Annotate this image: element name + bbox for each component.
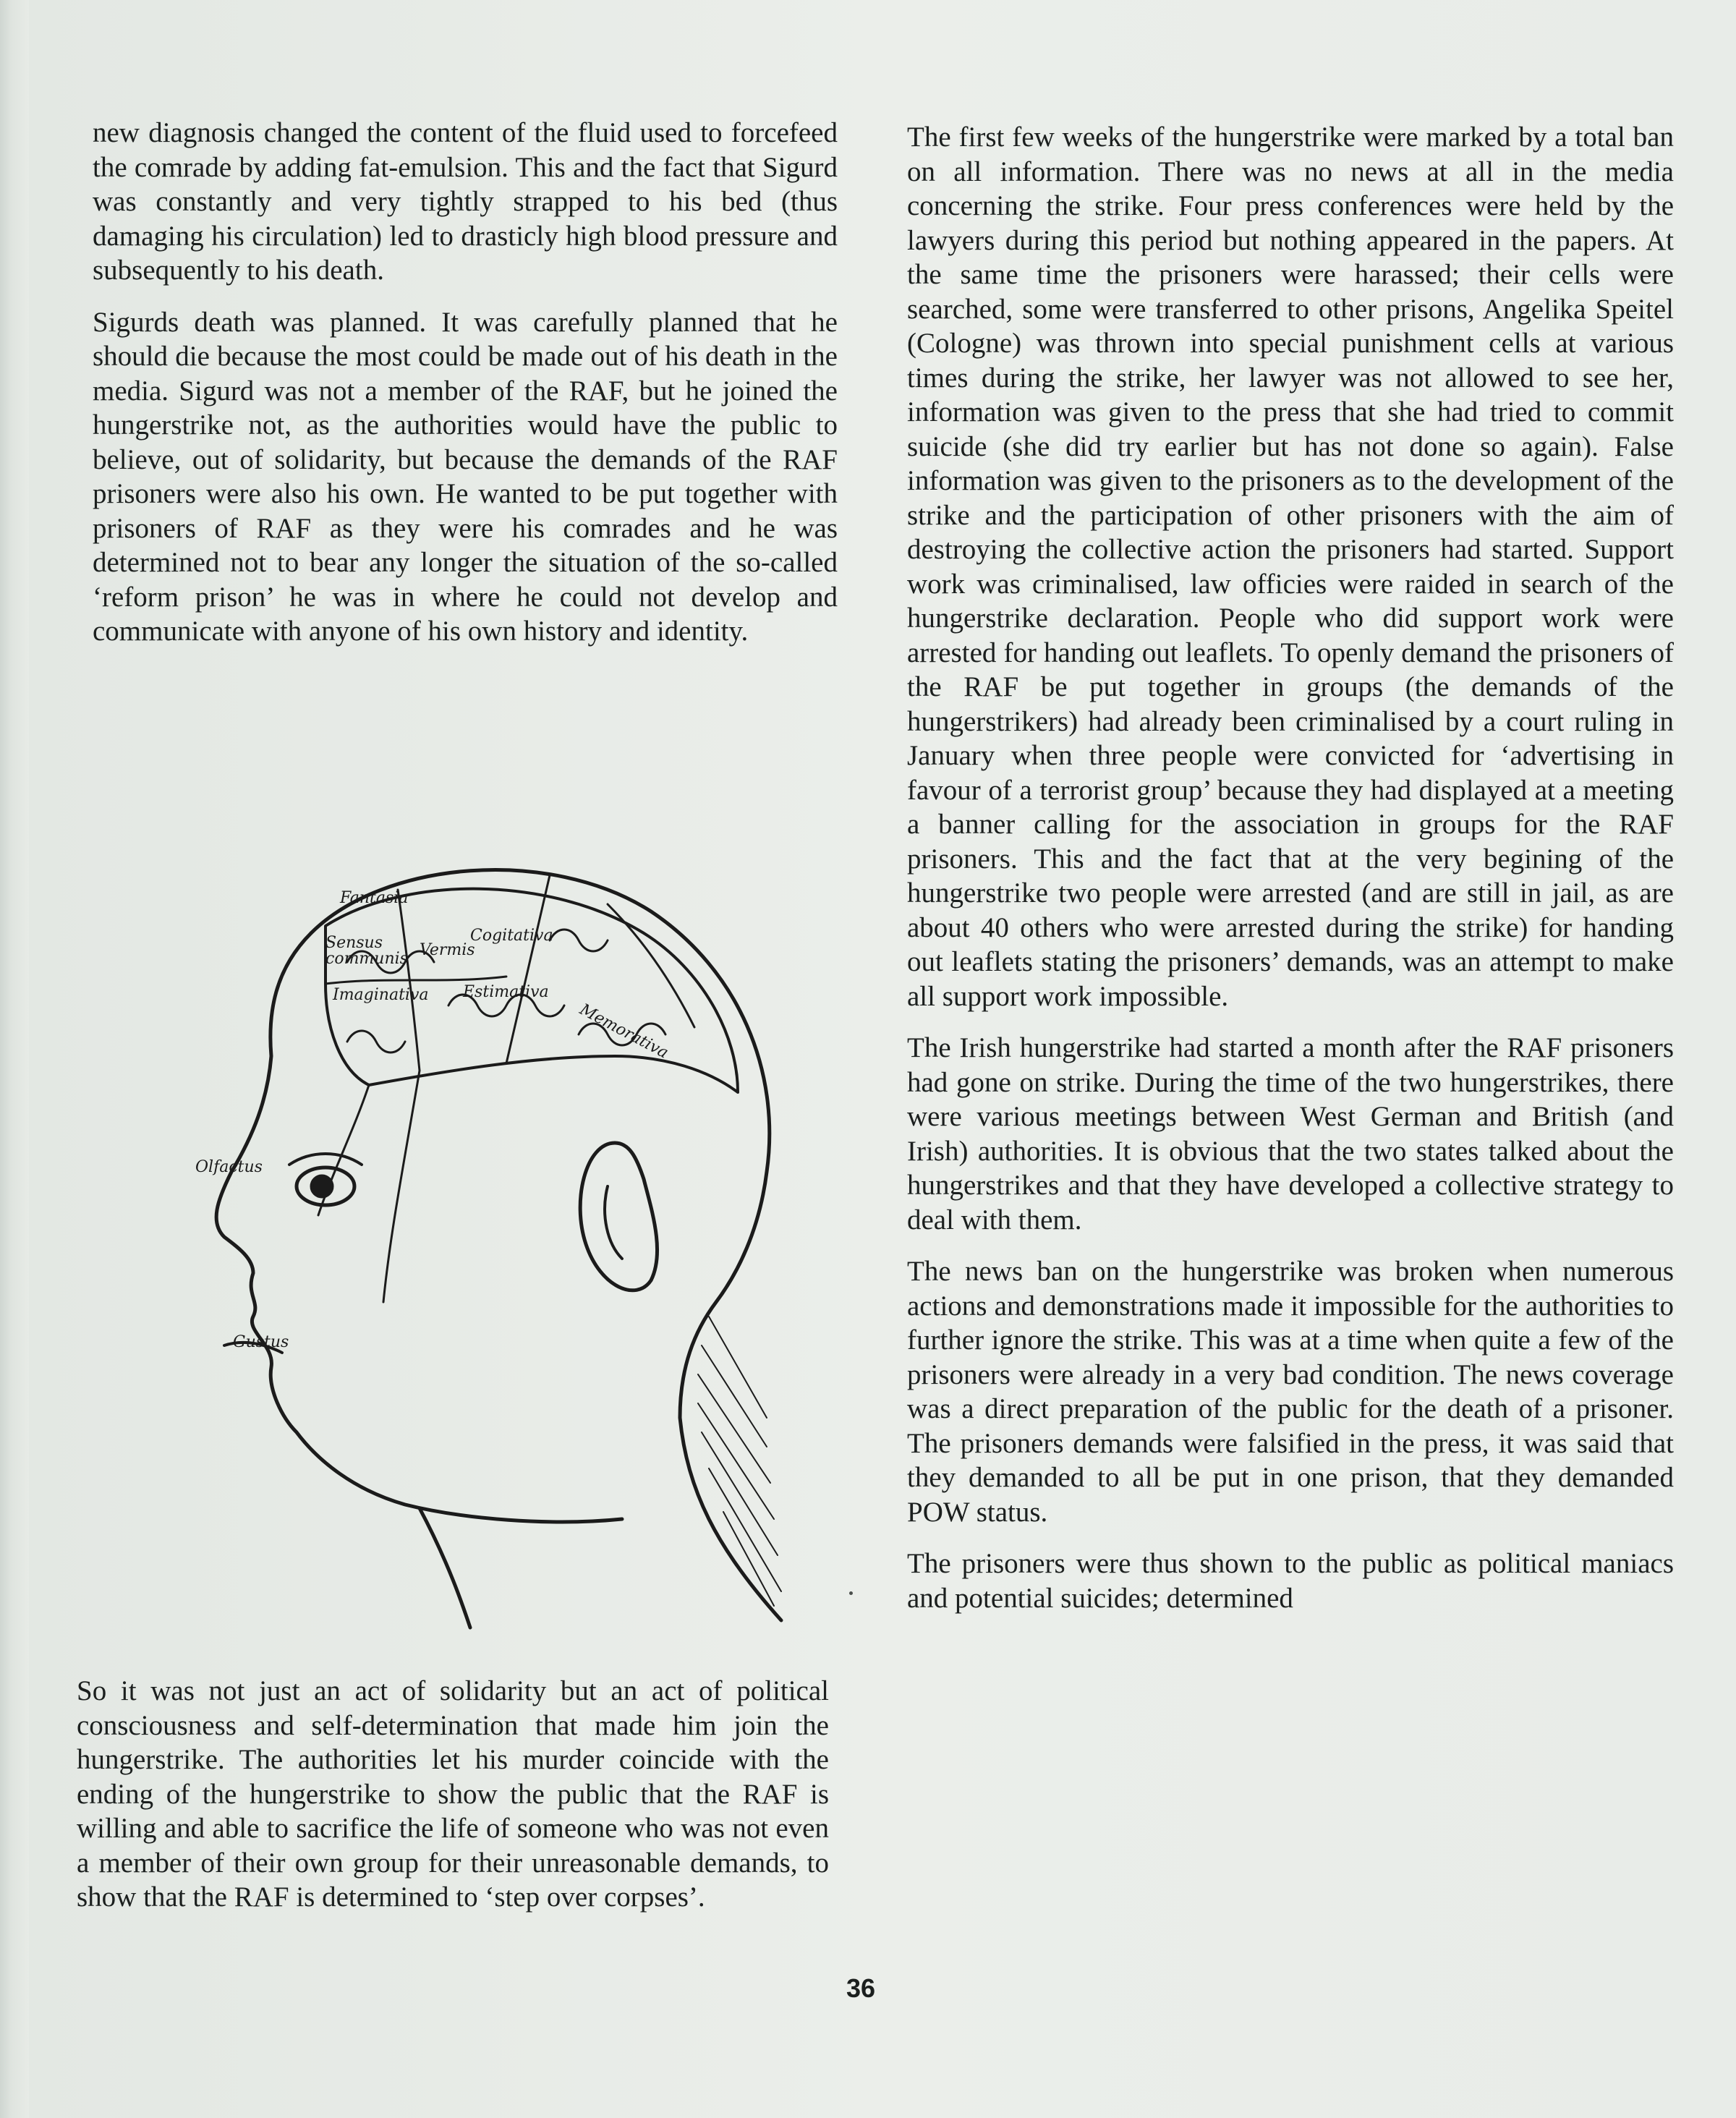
neck bbox=[420, 1508, 470, 1628]
paragraph: The first few weeks of the hungerstrike were marked by a total ban on all information. There was no news at all in the media concerning the strike. Four press conferences were held by the lawyers during this period but nothing appeared in the papers. At the same time the prisoners were harassed; their cells were searched, some were transferred to other prisons, Angelika Speitel (Cologne) was thrown into special punishment cells at various times during the strike, her lawyer was not allowed to see her, information was given to the press that she had tried to commit suicide (she did try earlier but has not done so again). False information was given to the prisoners as to the development of the strike and the participation of other prisoners with the aim of destroying the collective action the prisoners had started. Support work was criminalised, law officies were raided in search of the hungerstrike declaration. People who did support work were arrested for handing out leaflets. To openly demand the prisoners of the RAF be put together in groups (the demands of the hungerstrikers) had already been criminalised by a court ruling in January when three people were convicted for ‘advertising in favour of a terrorist group’ because they had displayed at a meeting a banner calling for the association in groups for the RAF prisoners. This and the fact that at the very begining of the hungerstrike two people were arrested (and are still in jail, as are about 40 others who were arrested during the strike) for handing out leaflets stating the prisoners’ demands, was an attempt to make all support work impossible. bbox=[907, 122, 1674, 1012]
label-estimativa: Estimativa bbox=[463, 983, 549, 1001]
label-gustus: Gustus bbox=[233, 1333, 289, 1351]
paragraph: The news ban on the hungerstrike was broken when numerous actions and demonstrations made it impossible for the authorities to further ignore the strike. This was at a time when quite a few of the prisoners were already in a very bad condition. The news coverage was a direct preparation of the public for the death of a prisoner. The prisoners demands were falsified in the press, it was said that they demanded to all be put in one prison, that they demanded POW status. bbox=[907, 1256, 1674, 1528]
paragraph: The prisoners were thus shown to the public as political maniacs and potential suicides; determined bbox=[907, 1548, 1674, 1614]
label-olfactus: Olfactus bbox=[195, 1158, 263, 1176]
label-imaginativa: Imaginativa bbox=[333, 986, 429, 1004]
page bbox=[29, 0, 1736, 2118]
paragraph: new diagnosis changed the content of the fluid used to forcefeed the comrade by adding fat-emulsion. This and the fact that Sigurd was constantly and very tightly strapped to his bed (thus damaging his circulation) led to drasticly high blood pressure and subsequently to his death. bbox=[93, 117, 838, 286]
paragraph: So it was not just an act of solidarity but an act of political consciousness and self-determination that made him join the hungerstrike. The authorities let his murder coincide with the ending of the hungerstrike to show the public that the RAF is willing and able to sacrifice the life of someone who was not even a member of their own group for their unreasonable demands, to show that the RAF is determined to ‘step over corpses’. bbox=[77, 1675, 829, 1913]
ear bbox=[580, 1143, 657, 1290]
face-profile bbox=[216, 933, 622, 1522]
label-memorativa: Memorativa bbox=[576, 1000, 671, 1063]
phrenology-head-illustration bbox=[145, 796, 868, 1635]
book-gutter bbox=[0, 0, 29, 2118]
paragraph: Sigurds death was planned. It was carefully planned that he should die because the most could be made out of his death in the media. Sigurd was not a member of the RAF, but he joined the hungerstrike not, as the authorities would have the public to believe, out of solidarity, but because the demands of the RAF prisoners were also his own. He wanted to be put together with prisoners of RAF as they were his comrades and he was determined not to bear any longer the situation of the so-called ‘reform prison’ he was in where he could not develop and communicate with anyone of his own history and identity. bbox=[93, 306, 838, 647]
label-sensus: Sensus bbox=[326, 934, 383, 952]
page-number: 36 bbox=[846, 1973, 876, 2003]
paragraph: The Irish hungerstrike had started a month after the RAF prisoners had gone on strike. During the time of the two hungerstrikes, there were various meetings between West German and British (and Irish) authorities. It is obvious that the two states talked about the hungerstrikes and that they have developed a collective strategy to deal with them. bbox=[907, 1032, 1674, 1236]
label-fantasia: Fantasia bbox=[340, 889, 409, 907]
left-column-bottom bbox=[77, 1674, 829, 1932]
left-column-top bbox=[93, 116, 838, 666]
label-communis: communis bbox=[326, 950, 408, 968]
label-vermis: Vermis bbox=[420, 941, 475, 959]
right-column bbox=[907, 120, 1674, 1633]
label-cogitativa: Cogitativa bbox=[470, 927, 553, 945]
stray-dot bbox=[849, 1591, 853, 1595]
